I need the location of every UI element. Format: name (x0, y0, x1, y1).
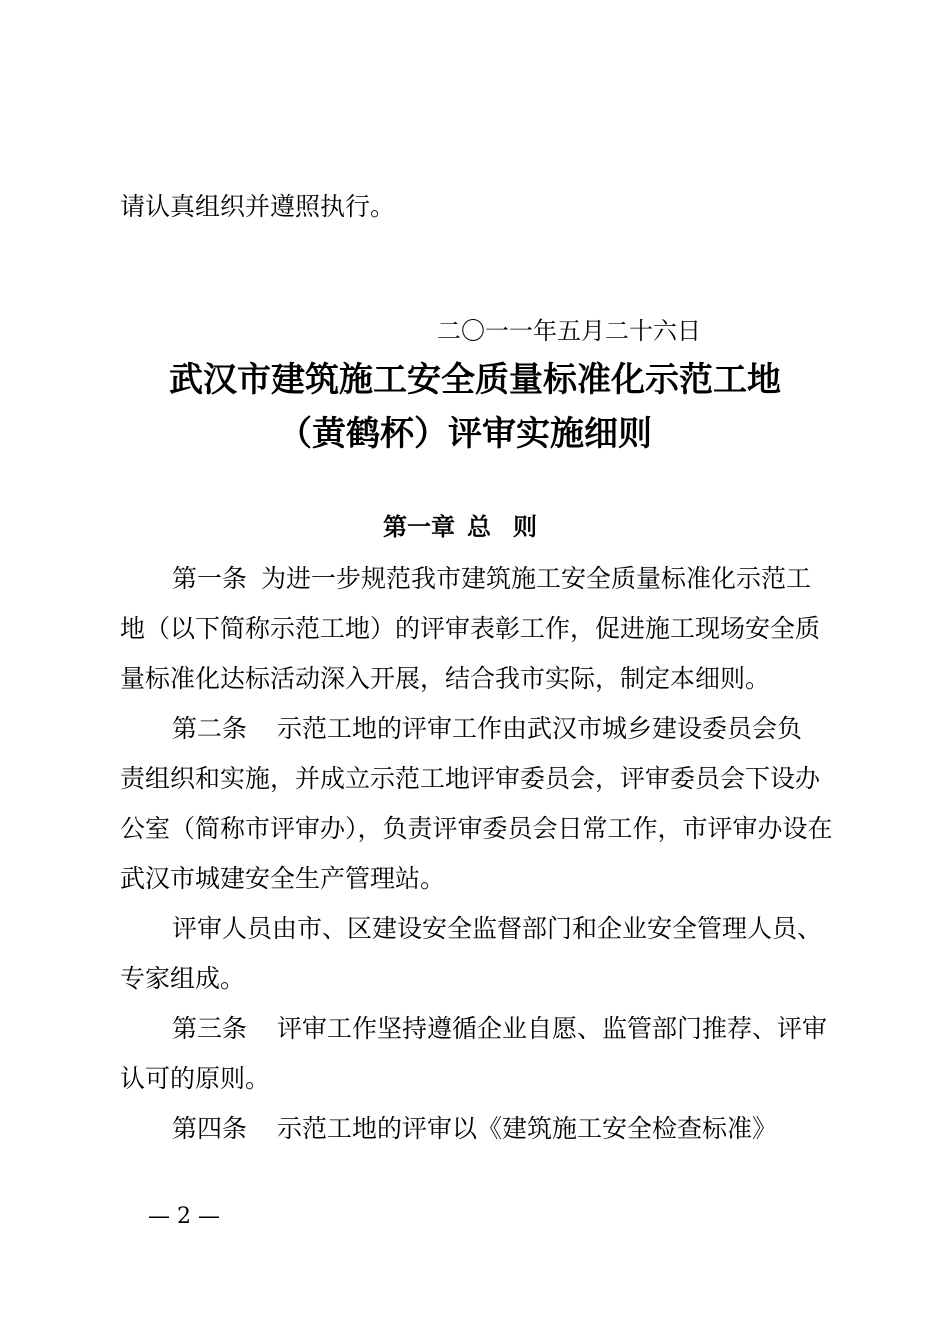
document-title-line1: 武汉市建筑施工安全质量标准化示范工地 (169, 360, 781, 400)
article-2-text1: 示范工地的评审工作由武汉市城乡建设委员会负 (277, 714, 803, 743)
document-title-line2: （黄鹤杯）评审实施细则 (278, 414, 652, 454)
article-1-line3: 量标准化达标活动深入开展，结合我市实际，制定本细则。 (120, 664, 771, 693)
article-1-head: 第一条 (172, 564, 248, 593)
article-4-head: 第四条 (172, 1114, 248, 1143)
article-1-line2: 地（以下简称示范工地）的评审表彰工作，促进施工现场安全质 (120, 614, 821, 643)
article-3-head: 第三条 (172, 1014, 248, 1043)
page-number: — 2 — (148, 1204, 220, 1229)
article-2-extra-line1: 评审人员由市、区建设安全监督部门和企业安全管理人员、 (172, 914, 823, 943)
chapter-heading (383, 510, 549, 544)
article-3-line1 (172, 1012, 827, 1046)
article-1-text1: 为进一步规范我市建筑施工安全质量标准化示范工 (261, 564, 812, 593)
closing-line: 请认真组织并遵照执行。 (120, 192, 396, 221)
chapter-label: 第一章 (383, 513, 455, 541)
chapter-name-part1: 总 (467, 513, 491, 541)
article-2-line1 (172, 712, 802, 746)
article-2-head: 第二条 (172, 714, 248, 743)
chapter-name-part2: 则 (513, 513, 537, 541)
article-4-text1: 示范工地的评审以《建筑施工安全检查标准》 (277, 1114, 778, 1143)
article-2-extra-line2: 专家组成。 (120, 964, 246, 993)
issue-date: 二〇一一年五月二十六日 (437, 317, 701, 345)
article-3-line2: 认可的原则。 (120, 1064, 271, 1093)
article-3-text1: 评审工作坚持遵循企业自愿、监管部门推荐、评审 (277, 1014, 828, 1043)
article-2-line4: 武汉市城建安全生产管理站。 (120, 864, 446, 893)
article-4-line1 (172, 1112, 777, 1146)
article-2-line2: 责组织和实施，并成立示范工地评审委员会，评审委员会下设办 (120, 764, 821, 793)
article-2-line3: 公室（简称市评审办），负责评审委员会日常工作，市评审办设在 (120, 814, 833, 843)
article-1-line1 (172, 562, 811, 596)
